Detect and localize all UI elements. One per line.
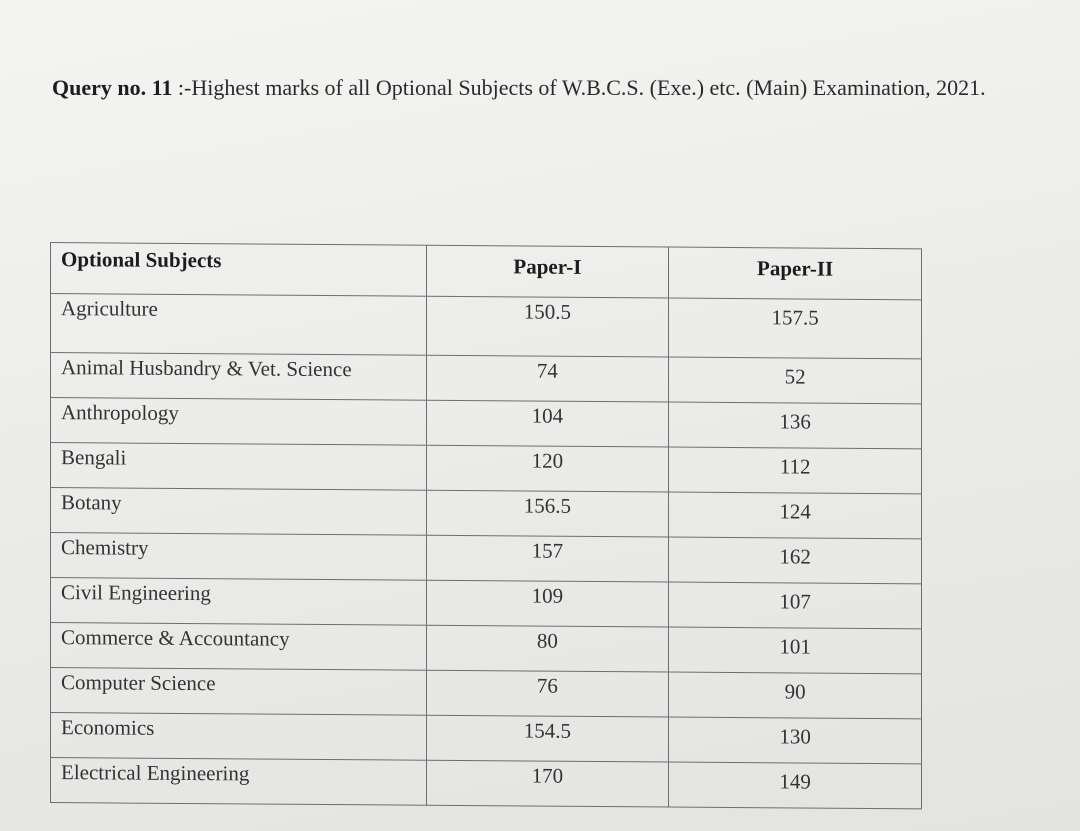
subject-cell: Animal Husbandry & Vet. Science bbox=[51, 353, 427, 401]
subject-cell: Economics bbox=[51, 713, 427, 761]
marks-table bbox=[50, 242, 922, 809]
subject-cell: Commerce & Accountancy bbox=[51, 623, 427, 671]
query-label: Query no. 11 bbox=[52, 75, 173, 100]
table-row bbox=[51, 353, 922, 404]
paper1-cell: 154.5 bbox=[426, 715, 669, 762]
table-row bbox=[51, 713, 922, 764]
paper1-cell: 109 bbox=[426, 580, 669, 627]
paper2-cell: 52 bbox=[669, 357, 922, 404]
paper1-cell: 157 bbox=[426, 535, 669, 582]
paper2-cell: 101 bbox=[669, 627, 922, 674]
table-row bbox=[51, 533, 922, 584]
paper2-cell: 149 bbox=[669, 762, 922, 809]
paper1-cell: 156.5 bbox=[426, 490, 669, 537]
query-text: :-Highest marks of all Optional Subjects of W.B.C.S. (Exe.) etc. (Main) Examination, 2021. bbox=[172, 75, 986, 100]
subject-cell: Electrical Engineering bbox=[51, 758, 427, 806]
table-row bbox=[51, 578, 922, 629]
query-heading bbox=[28, 74, 1038, 101]
paper2-cell: 107 bbox=[669, 582, 922, 629]
table-row bbox=[51, 488, 922, 539]
paper1-cell: 170 bbox=[426, 760, 669, 807]
paper1-cell: 120 bbox=[426, 445, 669, 492]
table-row bbox=[51, 398, 922, 449]
subject-cell: Chemistry bbox=[51, 533, 427, 581]
table-row bbox=[51, 294, 922, 359]
subject-cell: Botany bbox=[51, 488, 427, 536]
table-row bbox=[51, 758, 922, 809]
paper2-cell: 136 bbox=[669, 402, 922, 449]
subject-cell: Civil Engineering bbox=[51, 578, 427, 626]
table-header-row bbox=[51, 243, 922, 300]
paper2-cell: 90 bbox=[669, 672, 922, 719]
paper2-cell: 162 bbox=[669, 537, 922, 584]
paper1-cell: 80 bbox=[426, 625, 669, 672]
paper1-cell: 74 bbox=[426, 355, 669, 402]
paper1-cell: 76 bbox=[426, 670, 669, 717]
paper2-cell: 124 bbox=[669, 492, 922, 539]
header-optional-subjects: Optional Subjects bbox=[51, 243, 427, 297]
paper2-cell: 130 bbox=[669, 717, 922, 764]
subject-cell: Agriculture bbox=[51, 294, 427, 356]
paper1-cell: 150.5 bbox=[426, 296, 669, 357]
table-row bbox=[51, 443, 922, 494]
subject-cell: Anthropology bbox=[51, 398, 427, 446]
paper2-cell: 112 bbox=[669, 447, 922, 494]
table-row bbox=[51, 668, 922, 719]
subject-cell: Bengali bbox=[51, 443, 427, 491]
subject-cell: Computer Science bbox=[51, 668, 427, 716]
header-paper-2: Paper-II bbox=[669, 247, 922, 300]
header-paper-1: Paper-I bbox=[426, 245, 669, 298]
paper1-cell: 104 bbox=[426, 400, 669, 447]
table-row bbox=[51, 623, 922, 674]
paper2-cell: 157.5 bbox=[669, 298, 922, 359]
